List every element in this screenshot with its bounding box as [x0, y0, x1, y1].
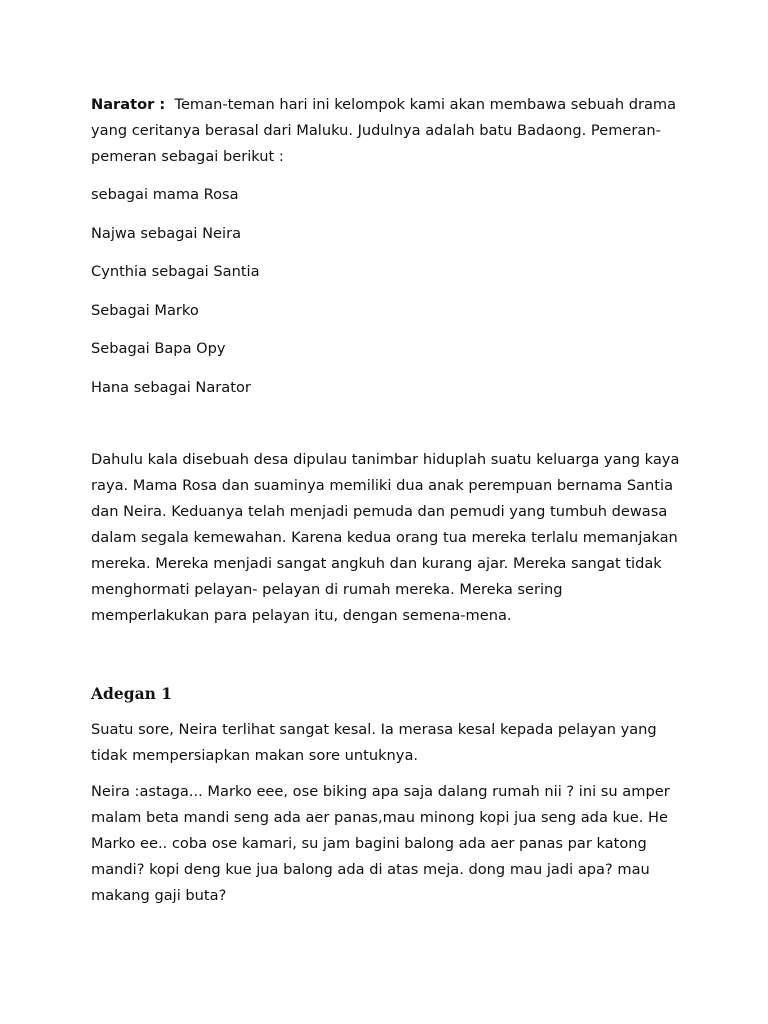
cast-item: sebagai mama Rosa: [91, 186, 239, 203]
dialog-paragraph: Neira :astaga... Marko eee, ose biking apa saja dalang rumah nii ? ini su amper malam beta mandi seng ada aer panas,mau minong kopi jua seng ada kue. He Marko ee.. coba ose kamari, su jam bagini balong ada aer panas par katong mandi? kopi deng kue jua balong ada di atas meja. dong mau jadi apa? mau makang gaji buta?: [91, 783, 670, 904]
cast-item: Hana sebagai Narator: [91, 378, 251, 396]
cast-item: Sebagai Marko: [91, 301, 199, 319]
narrator-label: Narator :: [91, 96, 166, 113]
cast-item: Sebagai Bapa Opy: [91, 340, 226, 357]
cast-item: Cynthia sebagai Santia: [91, 263, 260, 280]
scene-heading: Adegan 1: [91, 684, 173, 703]
story-paragraph: Dahulu kala disebuah desa dipulau tanimbar hiduplah suatu keluarga yang kaya raya. Mama Rosa dan suaminya memiliki dua anak perempuan bernama Santia dan Neira. Keduanya telah menjadi pemuda dan pemudi yang tumbuh dewasa dalam segala kemewahan. Karena kedua orang tua mereka terlalu memanjakan mereka. Mereka menjadi sangat angkuh dan kurang ajar. Mereka sangat tidak menghormati pelayan- pelayan di rumah mereka. Mereka sering memperlakukan para pelayan itu, dengan semena-mena.: [91, 451, 680, 624]
document-page: [91, 92, 681, 909]
narrator-intro: [91, 92, 681, 170]
narrator-intro-text: Teman-teman hari ini kelompok kami akan membawa sebuah drama yang ceritanya berasal dari Maluku. Judulnya adalah batu Badaong. Pemeran-pemeran sebagai berikut :: [91, 96, 677, 165]
cast-list: [91, 182, 681, 413]
scene-description: Suatu sore, Neira terlihat sangat kesal. Ia merasa kesal kepada pelayan yang tidak mempersiapkan makan sore untuknya.: [91, 721, 657, 764]
cast-item: Najwa sebagai Neira: [91, 224, 242, 242]
